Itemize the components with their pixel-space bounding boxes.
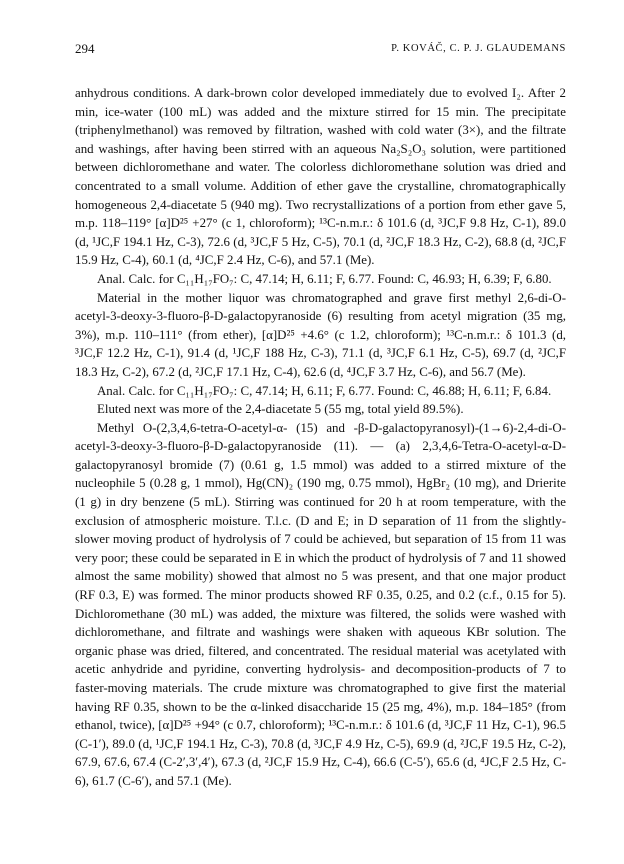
body-text: [75, 84, 566, 791]
page-number: 294: [75, 41, 95, 56]
running-head-authors: P. KOVÁČ, C. P. J. GLAUDEMANS: [391, 43, 566, 54]
paragraph-eluted: Eluted next was more of the 2,4-diacetate 5 (55 mg, total yield 89.5%).: [97, 402, 464, 417]
running-head: [75, 40, 566, 58]
paragraph-disaccharide-synthesis: Methyl O-(2,3,4,6-tetra-O-acetyl-α- (15) and -β-D-galactopyranosyl)-(1→6)-2,4-di-O-acetyl-3-deoxy-3-fluoro-β-D-galactopyranoside (11). — (a) 2,3,4,6-Tetra-O-acetyl-α-D-galactopyranosyl bromide (7) (0.61 g, 1.5 mmol) was added to a stirred mixture of the nucleophile 5 (0.28 g, 1 mmol), Hg(CN)₂ (190 mg, 0.75 mmol), HgBr₂ (10 mg), and Drierite (1 g) in dry benzene (5 mL). Stirring was continued for 20 h at room temperature, with the exclusion of atmospheric moisture. T.l.c. (D and E; in D separation of 11 from the slightly-slower moving product of hydrolysis of 7 could be achieved, but separation of 15 from 11 was very poor; these could be separated in E in which the product of hydrolysis of 7 and 11 showed almost the same mobility) showed that almost no 5 was present, and that one major product (RF 0.3, E) was formed. The minor products showed RF 0.35, 0.25, and 0.2 (c.f., 0.15 for 5). Dichloromethane (30 mL) was added, the mixture was filtered, the solids were washed with dichloromethane, and filtrate and washings were shaken with aqueous KBr solution. The organic phase was dried, filtered, and concentrated. The residual material was acetylated with acetic anhydride and pyridine, converting hydrolysis- and decomposition-products of 7 to faster-moving materials. The crude mixture was chromatographed to give first the material having RF 0.35, shown to be the α-linked disaccharide 15 (25 mg, 4%), m.p. 184–185° (from ethanol, twice), [α]D²⁵ +94° (c 0.7, chloroform); ¹³C-n.m.r.: δ 101.6 (d, ³JC,F 11 Hz, C-1), 96.5 (C-1′), 89.0 (d, ¹JC,F 194.1 Hz, C-3), 70.8 (d, ³JC,F 4.9 Hz, C-5), 69.9 (d, ²JC,F 19.5 Hz, C-2), 67.9, 67.6, 67.4 (C-2′,3′,4′), 67.3 (d, ²JC,F 15.9 Hz, C-4), 66.6 (C-5′), 65.6 (d, ⁴JC,F 2.5 Hz, C-6), 61.7 (C-6′), and 57.1 (Me).: [75, 420, 566, 788]
paragraph-procedure-continued: anhydrous conditions. A dark-brown color developed immediately due to evolved I₂. After 2 min, ice-water (100 mL) was added and the mixture stirred for 15 min. The precipitate (triphenylmethanol) was removed by filtration, washed with cold water (3×), and the filtrate and washings, after having been stirred with an aqueous Na₂S₂O₃ solution, were partitioned between dichloromethane and water. The colorless dichloromethane solution was dried and concentrated to a small volume. Addition of ether gave the crystalline, chromatographically homogeneous 2,4-diacetate 5 (940 mg). Two recrystallizations of a portion from ether gave 5, m.p. 118–119° [α]D²⁵ +27° (c 1, chloroform); ¹³C-n.m.r.: δ 101.6 (d, ³JC,F 9.8 Hz, C-1), 89.0 (d, ¹JC,F 194.1 Hz, C-3), 72.6 (d, ³JC,F 5 Hz, C-5), 70.1 (d, ²JC,F 18.3 Hz, C-2), 68.8 (d, ²JC,F 15.9 Hz, C-4), 60.1 (d, ⁴JC,F 2.4 Hz, C-6), and 57.1 (Me).: [75, 86, 566, 268]
paragraph-compound-6: Material in the mother liquor was chromatographed and grave first methyl 2,6-di-O-acetyl-3-deoxy-3-fluoro-β-D-galactopyranoside (6) resulting from acetyl migration (35 mg, 3%), m.p. 110–111° (from ether), [α]D²⁵ +4.6° (c 1.2, chloroform); ¹³C-n.m.r.: δ 101.3 (d, ³JC,F 12.2 Hz, C-1), 91.4 (d, ¹JC,F 188 Hz, C-3), 71.1 (d, ³JC,F 6.1 Hz, C-5), 69.7 (d, ²JC,F 18.3 Hz, C-2), 67.2 (d, ²JC,F 17.1 Hz, C-4), 62.6 (d, ⁴JC,F 3.7 Hz, C-6), and 56.7 (Me).: [75, 290, 566, 379]
paragraph-analysis-6: Anal. Calc. for C₁₁H₁₇FO₇: C, 47.14; H, 6.11; F, 6.77. Found: C, 46.88; H, 6.11; F, 6.84.: [97, 383, 552, 398]
paragraph-analysis-5: Anal. Calc. for C₁₁H₁₇FO₇: C, 47.14; H, 6.11; F, 6.77. Found: C, 46.93; H, 6.39; F, 6.80.: [97, 271, 552, 286]
